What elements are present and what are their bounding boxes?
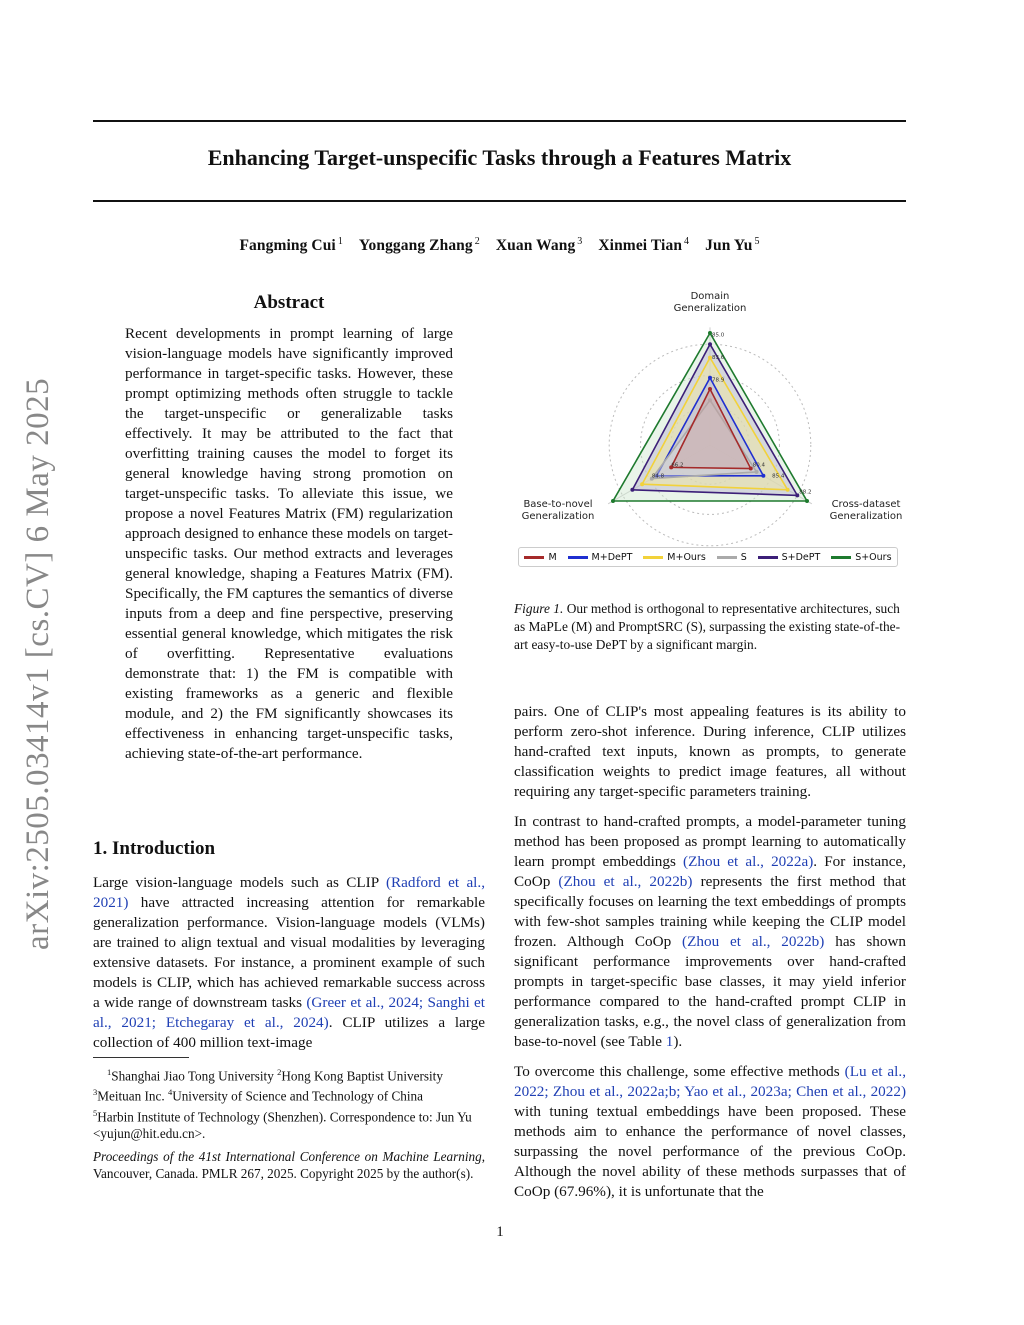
radar-value-label: 66.2: [671, 462, 684, 469]
page-number: 1: [496, 1224, 504, 1240]
radar-axis-label: Generalization: [521, 511, 595, 522]
radar-value-label: 84.8: [651, 473, 665, 480]
legend-swatch: [717, 556, 737, 559]
citation-link[interactable]: (Radford et al., 2021): [93, 874, 485, 911]
radar-data-point: [708, 342, 712, 346]
radar-value-label: 80.4: [752, 462, 765, 469]
legend-item: [831, 552, 891, 563]
abstract-heading: Abstract: [253, 292, 325, 313]
radar-data-point: [640, 482, 644, 486]
paragraph: In contrast to hand-crafted prompts, a model-parameter tuning method has been proposed as prompt learning to automatically learn prompt embeddings (Zhou et al., 2022a). For instance, CoOp (Zhou et al., 2022b) represents the first method that specifically focuses on learning the text embeddings of prompts with few-shot samples training while keeping the CLIP model frozen. Although CoOp (Zhou et al., 2022b) has shown significant performance improvements over hand-crafted prompts in target-specific base classes, it may yield inferior performance compared to the hand-crafted prompt CLIP in generalization tasks, e.g., the novel class of generalization from base-to-novel (see Table 1).: [514, 813, 907, 1050]
legend-item: [717, 552, 747, 563]
footnote-line: $^1$Shanghai Jiao Tong University $^2$Hong Kong Baptist University: [107, 1067, 443, 1084]
legend-swatch: [524, 556, 544, 559]
legend-label: M+DePT: [591, 551, 633, 563]
radar-axis-label: Domain: [690, 291, 730, 302]
radar-value-label: 85.0: [712, 332, 725, 339]
citation-link[interactable]: (Zhou et al., 2022b): [558, 873, 693, 890]
radar-data-point: [761, 474, 765, 478]
footnote-line: $^3$Meituan Inc. $^4$University of Science and Technology of China: [93, 1087, 423, 1104]
title-bottom-rule: [93, 200, 906, 202]
radar-axis-label: Cross-dataset: [831, 499, 901, 510]
legend-label: M+Ours: [667, 551, 706, 563]
citation-link[interactable]: (Greer et al., 2024; Sanghi et al., 2021; Etchegaray et al., 2024): [93, 994, 485, 1031]
author: Jun Yu $^5$: [705, 236, 760, 255]
legend-swatch: [758, 556, 778, 559]
legend-label: S: [740, 551, 747, 563]
chart-legend: [518, 547, 898, 567]
legend-swatch: [568, 556, 588, 559]
radar-value-label: 78.9: [712, 377, 725, 384]
arxiv-identifier: arXiv:2505.03414v1 [cs.CV] 6 May 2025: [20, 377, 56, 950]
citation-link[interactable]: (Lu et al., 2022; Zhou et al., 2022a;b; Yao et al., 2023a; Chen et al., 2022): [514, 1063, 906, 1100]
legend-label: S+DePT: [781, 551, 821, 563]
right-column-text: [514, 702, 906, 1212]
paragraph: To overcome this challenge, some effective methods (Lu et al., 2022; Zhou et al., 2022a;b; Yao et al., 2023a; Chen et al., 2022) with tuning textual embeddings have been proposed. These methods aim to enhance the performance of novel classes, surpassing the novel performance of the previous CoOp. Although the novel ability of these methods surpasses that of CoOp (67.96%), it is unfortunate that the: [514, 1063, 906, 1200]
legend-item: [524, 552, 556, 563]
radar-axis-label: Generalization: [673, 303, 747, 314]
abstract-text: Recent developments in prompt learning of large vision-language models have significantly improved performance in target-specific tasks. However, these prompt optimizing methods often struggle to tackle the target-unspecific or generalizable tasks effectively. It may be attributed to the fact that overfitting training causes the model to forget its general knowledge having strong promotion on target-unspecific tasks. To alleviate this issue, we propose a novel Features Matrix (FM) regularization approach designed to enhance these models on target-unspecific tasks. Our method extracts and leverages general knowledge, shaping a Features Matrix (FM). Specifically, the FM captures the semantics of diverse inputs from a deep and fine perspective, preserving essential general knowledge, which mitigates the risk of overfitting. Representative evaluations demonstrate that: 1) the FM is compatible with existing frameworks as a generic and flexible module, and 2) the FM significantly showcases its effectiveness in enhancing target-unspecific tasks, achieving state-of-the-art performance.: [125, 325, 453, 762]
introduction-heading: 1. Introduction: [93, 838, 216, 859]
citation-link[interactable]: (Zhou et al., 2022a): [683, 853, 814, 870]
legend-swatch: [643, 556, 663, 559]
radar-axis-label: Generalization: [829, 511, 903, 522]
radar-value-label: 83.6: [712, 355, 725, 361]
radar-data-point: [708, 387, 712, 391]
paper-title: Enhancing Target-unspecific Tasks through a Features Matrix: [207, 145, 792, 170]
radar-value-label: 88.2: [799, 489, 812, 496]
author: Xinmei Tian $^4$: [598, 236, 690, 255]
radar-data-point: [786, 488, 790, 492]
legend-item: [568, 552, 633, 563]
radar-data-point: [805, 499, 809, 503]
author: Fangming Cui $^1$: [239, 236, 343, 255]
legend-item: [758, 552, 821, 563]
citation-link[interactable]: (Zhou et al., 2022b): [682, 933, 825, 950]
radar-chart: [510, 285, 906, 575]
affiliations-footnote: [93, 1064, 485, 1142]
radar-axis-label: Base-to-novel: [523, 499, 593, 510]
footnote-line: $^5$Harbin Institute of Technology (Shenzhen). Correspondence to: Jun Yu <yujun@hit.edu.cn>.: [93, 1107, 472, 1142]
author: Yonggang Zhang $^2$: [358, 236, 480, 255]
footnote-divider: [93, 1057, 189, 1058]
author-list: [93, 236, 906, 255]
radar-data-point: [611, 499, 615, 503]
table-reference-link[interactable]: 1: [665, 1033, 674, 1050]
legend-swatch: [831, 556, 851, 559]
legend-label: S+Ours: [855, 551, 892, 563]
figure-caption: Figure 1. Our method is orthogonal to representative architectures, such as MaPLe (M) and PromptSRC (S), surpassing the existing state-of-the-art easy-to-use DePT by a significant margin.: [514, 601, 901, 652]
legend-item: [643, 552, 706, 563]
legend-label: M: [548, 551, 557, 563]
proceedings-notice: Proceedings of the 41st International Conference on Machine Learning, Vancouver, Canada. PMLR 267, 2025. Copyright 2025 by the author(s).: [93, 1149, 485, 1181]
radar-data-point: [630, 488, 634, 492]
radar-value-label: 85.4: [772, 473, 785, 480]
author: Xuan Wang $^3$: [495, 236, 583, 255]
intro-paragraph: Large vision-language models such as CLIP (Radford et al., 2021) have attracted increasing attention for remarkable generalization performance. Vision-language models (VLMs) are trained to align textual and visual modalities by leveraging extensive datasets. For instance, a prominent example of such models is CLIP, which has achieved remarkable success across a wide range of downstream tasks (Greer et al., 2024; Sanghi et al., 2021; Etchegaray et al., 2024). CLIP utilizes a large collection of 400 million text-image: [93, 874, 485, 1051]
title-top-rule: [93, 120, 906, 122]
radar-data-point: [755, 470, 759, 474]
paragraph: pairs. One of CLIP's most appealing features is its ability to perform zero-shot inference. During inference, CLIP utilizes hand-crafted text inputs, known as prompts, to generate classification weights to predict image features, all without requiring any target-specific parameters training.: [514, 703, 906, 800]
